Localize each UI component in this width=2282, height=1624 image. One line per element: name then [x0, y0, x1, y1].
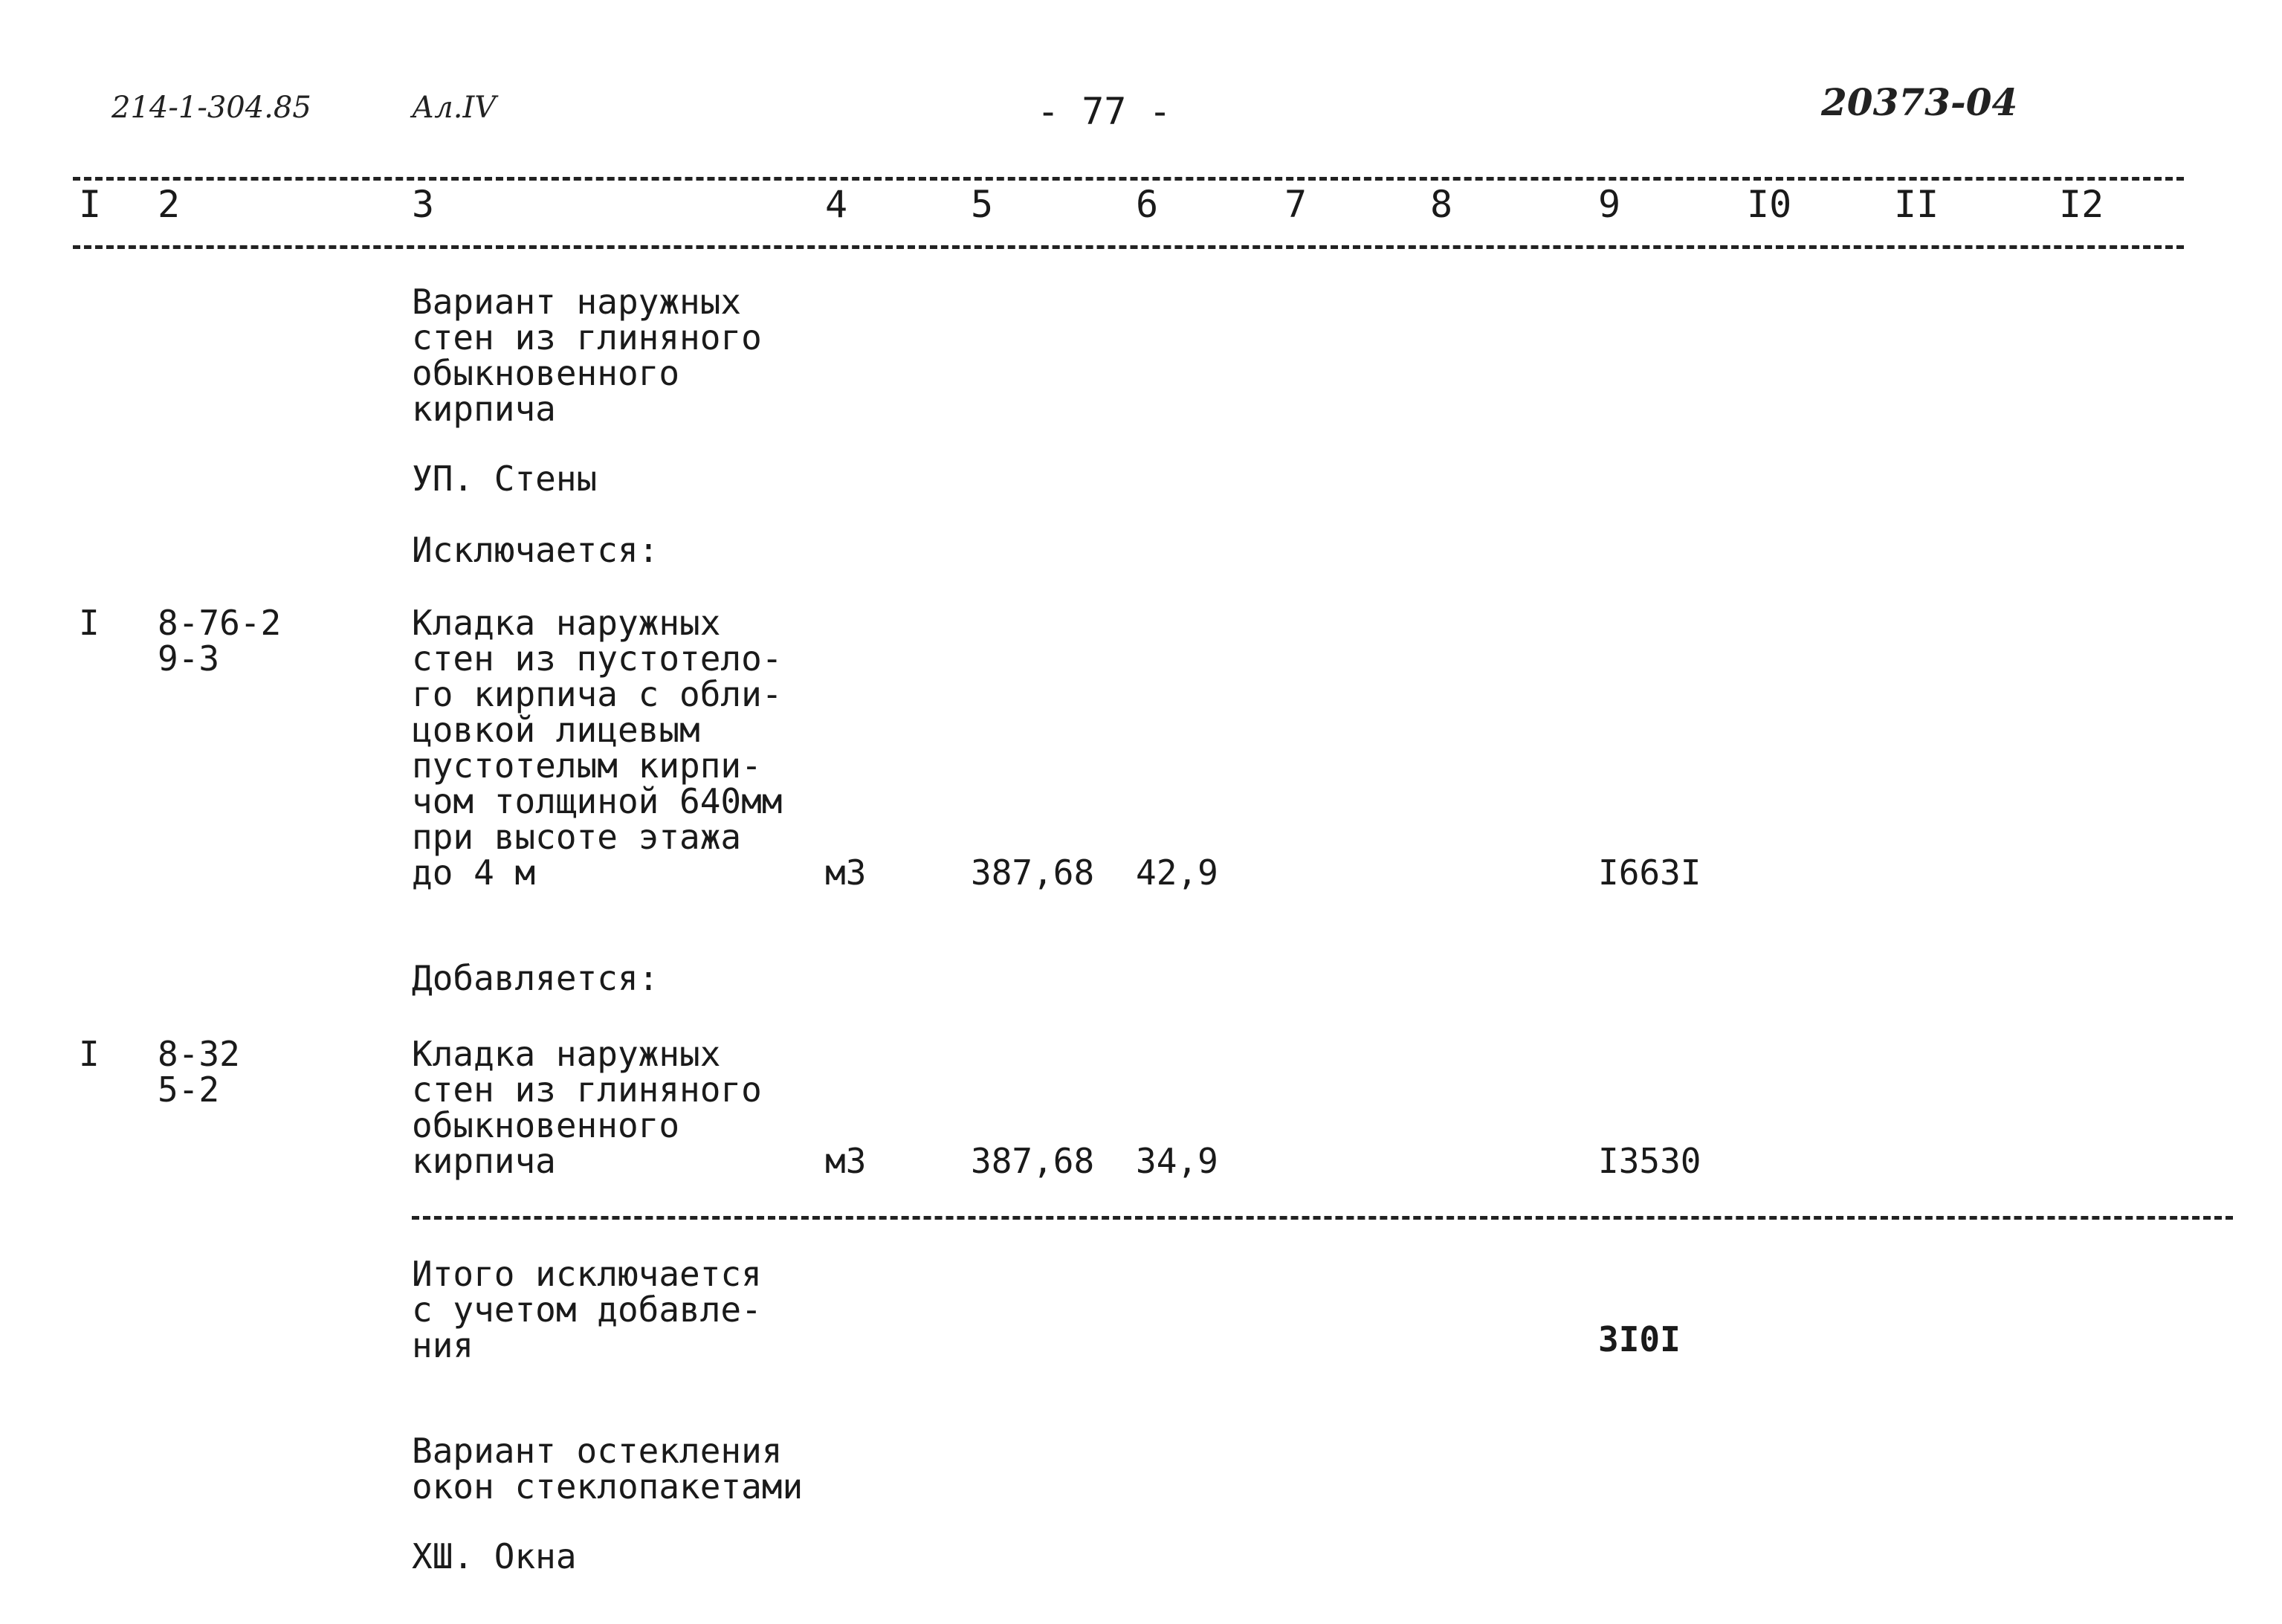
header-top-rule [73, 177, 2184, 181]
variant-windows-heading: Вариант остекления окон стеклопакетами [412, 1431, 804, 1507]
variant-walls-heading: Вариант наружных стен из глиняного обыкновенного кирпича [412, 282, 762, 429]
inventory-number: 20373-04 [1821, 80, 2018, 124]
column-header-4: 4 [825, 183, 848, 226]
table-row-2-unit: м3 [825, 1141, 867, 1181]
table-row-2-quantity: 387,68 [971, 1141, 1095, 1181]
section-windows: ХШ. Окна [412, 1536, 577, 1576]
table-row-2-price: 34,9 [1136, 1141, 1218, 1181]
column-header-9: 9 [1598, 183, 1621, 226]
column-header-8: 8 [1430, 183, 1453, 226]
total-excluded-text: Итого исключается с учетом добавле- ния [412, 1254, 762, 1365]
column-header-1: I [79, 183, 102, 226]
table-row-2-total: I3530 [1598, 1141, 1701, 1181]
table-row-1-col1: I [79, 603, 100, 643]
column-header-7: 7 [1284, 183, 1308, 226]
table-row-1-unit: м3 [825, 853, 867, 893]
table-row-1-price: 42,9 [1136, 853, 1218, 893]
column-header-12: I2 [2059, 183, 2104, 226]
table-row-1-code: 8-76-2 9-3 [158, 603, 282, 679]
table-row-1-total: I663I [1598, 853, 1701, 893]
document-code: 214-1-304.85 [111, 91, 311, 125]
column-header-11: II [1894, 183, 1939, 226]
column-header-5: 5 [971, 183, 994, 226]
column-header-6: 6 [1136, 183, 1159, 226]
header-bottom-rule [73, 245, 2184, 249]
column-header-2: 2 [158, 183, 181, 226]
table-row-2-col1: I [79, 1034, 100, 1074]
added-label: Добавляется: [412, 958, 659, 998]
table-row-1-description: Кладка наружных стен из пустотело- го кирпича с обли- цовкой лицевым пустотелым кирпи- чом толщиной 640мм при высоте этажа до 4 м [412, 603, 783, 893]
table-row-1-quantity: 387,68 [971, 853, 1095, 893]
column-header-3: 3 [412, 183, 435, 226]
excluded-label: Исключается: [412, 530, 659, 570]
column-header-10: I0 [1747, 183, 1792, 226]
total-excluded-value: 3I0I [1598, 1319, 1681, 1359]
table-row-2-description: Кладка наружных стен из глиняного обыкновенного кирпича [412, 1034, 762, 1181]
page-number: - 77 - [1037, 90, 1171, 133]
total-divider [412, 1216, 2233, 1220]
album-number: Ал.IV [412, 91, 497, 125]
section-walls: УП. Стены [412, 459, 598, 499]
table-row-2-code: 8-32 5-2 [158, 1034, 240, 1110]
